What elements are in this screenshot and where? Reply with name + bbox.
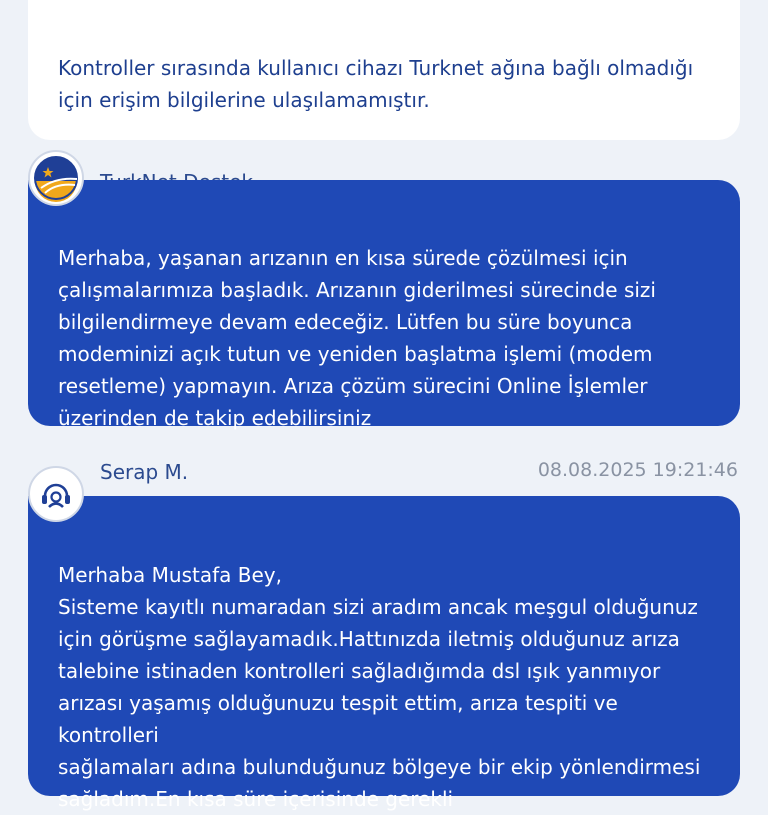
message-bubble-agent bbox=[28, 496, 740, 811]
previous-message-card bbox=[28, 0, 740, 140]
sender-name-serap: Serap M. bbox=[100, 460, 189, 484]
previous-message-text: Kontroller sırasında kullanıcı cihazı Turknet ağına bağlı olmadığı için erişim bilgilerine ulaşılamamıştır. bbox=[58, 56, 694, 112]
support-agent-headset-icon bbox=[36, 474, 76, 514]
turknet-avatar bbox=[28, 150, 84, 206]
message-bubble-turknet bbox=[28, 180, 740, 430]
agent-avatar bbox=[28, 466, 84, 522]
message-text-turknet: Merhaba, yaşanan arızanın en kısa sürede çözülmesi için çalışmalarımıza başladık. Arızanın giderilmesi sürecinde sizi bilgilendirmeye devam edeceğiz. Lütfen bu süre boyunca modeminizi açık tutun ve yeniden başlatma işlemi (modem resetleme) yapmayın. Arıza çözüm sürecini Online İşlemler üzerinden de takip edebilirsiniz bbox=[58, 246, 656, 430]
message-timestamp: 08.08.2025 19:21:46 bbox=[537, 459, 738, 481]
message-text-agent: Merhaba Mustafa Bey, Sisteme kayıtlı numaradan sizi aradım ancak meşgul olduğunuz için görüşme sağlayamadık.Hattınızda iletmiş olduğunuz arıza talebine istinaden kontrolleri sağladığımda dsl ışık yanmıyor arızası yaşamış olduğunuzu tespit ettim, arıza tespiti ve kontrolleri sağlamaları adına bulunduğunuz bölgeye bir ekip yönlendirmesi sağladım.En kısa süre içerisinde gerekli bbox=[58, 563, 701, 811]
turknet-logo-icon bbox=[31, 153, 81, 203]
